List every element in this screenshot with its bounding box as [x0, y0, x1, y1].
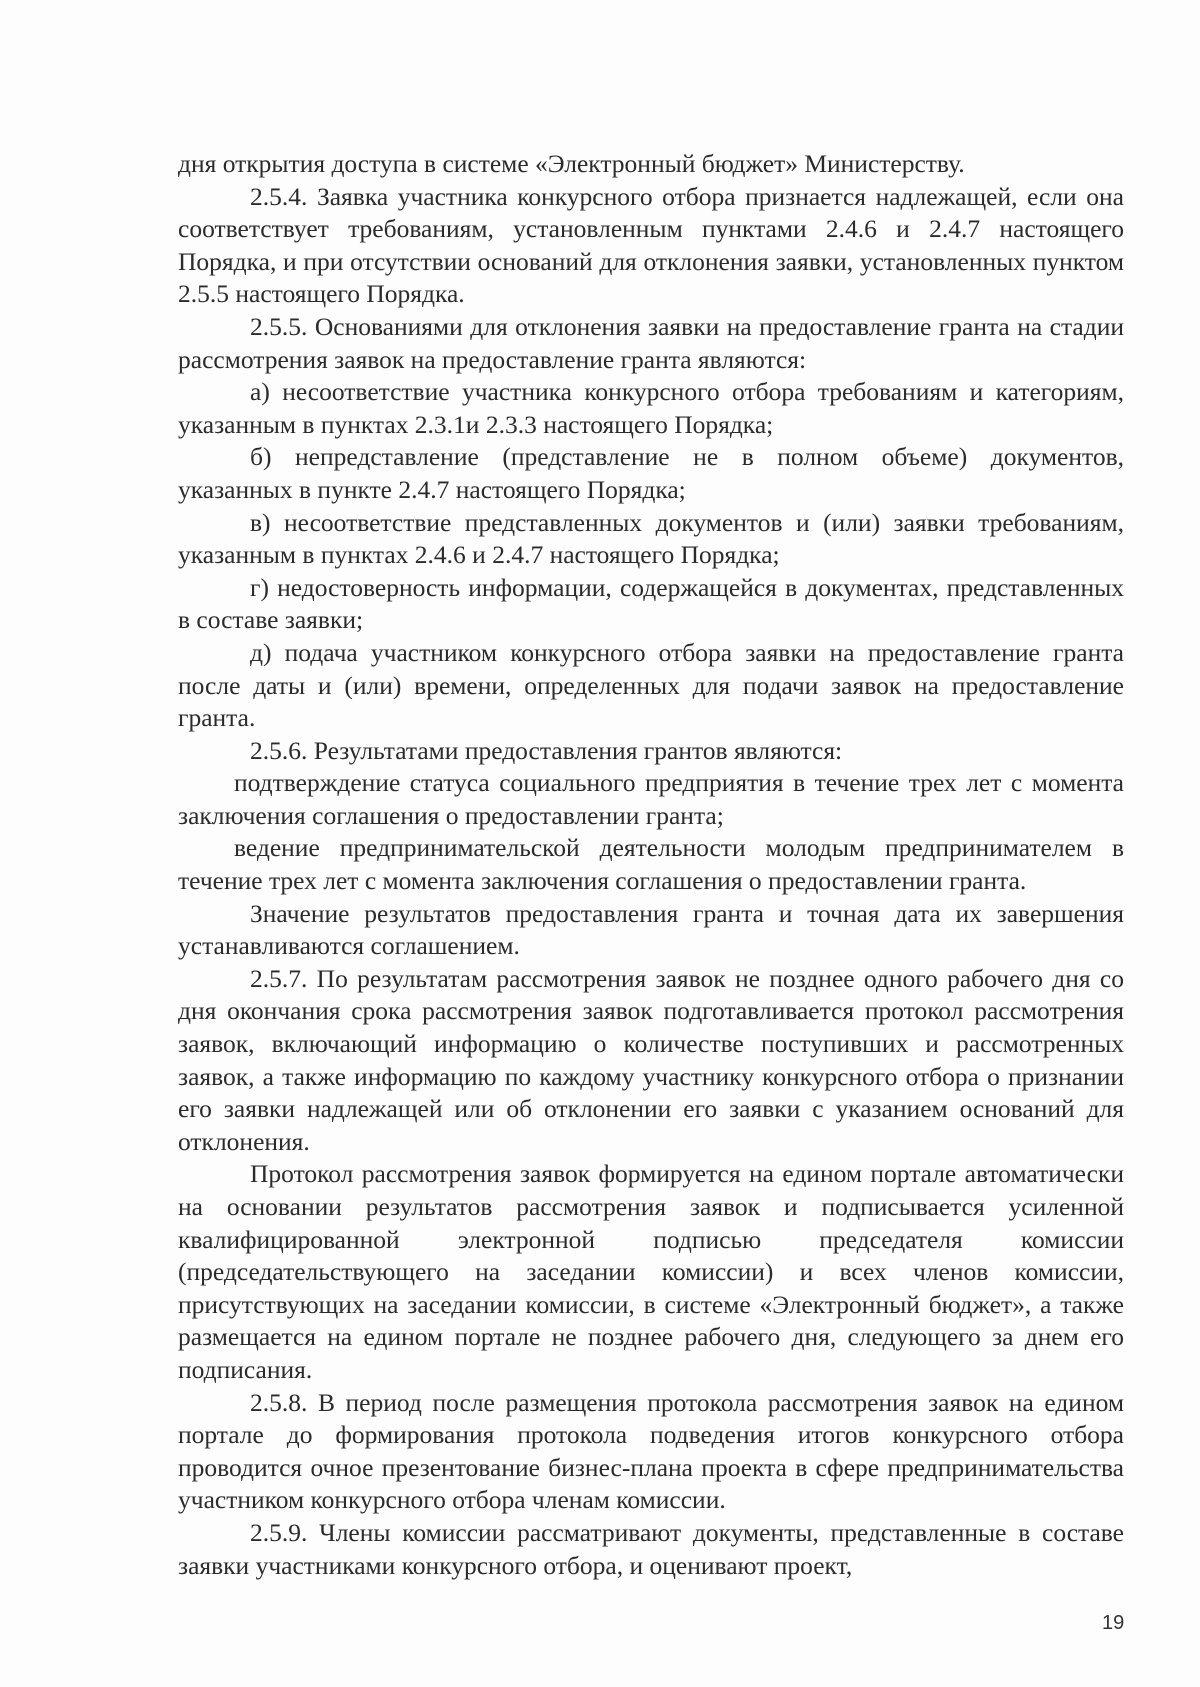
paragraph-2-5-7: 2.5.7. По результатам рассмотрения заявок не позднее одного рабочего дня со дня окончания срока рассмотрения заявок подготавливается протокол рассмотрения заявок, включающий информацию о количестве поступивших и рассмотренных заявок, а также информацию по каждому участнику конкурсного отбора о признании его заявки надлежащей или об отклонении его заявки с указанием оснований для отклонения.	[178, 963, 1124, 1156]
paragraph-2-5-5: 2.5.5. Основаниями для отклонения заявки на предоставление гранта на стадии рассмотрения заявок на предоставление гранта являются:	[178, 311, 1124, 374]
paragraph-continuation: дня открытия доступа в системе «Электронный бюджет» Министерству.	[178, 149, 965, 178]
paragraph-2-5-4: 2.5.4. Заявка участника конкурсного отбора признается надлежащей, если она соответствует требованиям, установленным пунктами 2.4.6 и 2.4.7 настоящего Порядка, и при отсутствии оснований для отклонения заявки, установленных пунктом 2.5.5 настоящего Порядка.	[178, 181, 1124, 309]
result-item-1: подтверждение статуса социального предприятия в течение трех лет с момента заключения соглашения о предоставлении гранта;	[178, 768, 1124, 830]
result-item-2: ведение предпринимательской деятельности молодым предпринимателем в течение трех лет с момента заключения соглашения о предоставлении гранта.	[178, 833, 1124, 896]
paragraph-protocol: Протокол рассмотрения заявок формируется на едином портале автоматически на основании результатов рассмотрения заявок и подписывается усиленной квалифицированной электронной подписью председателя комиссии (председательствующего на заседании комиссии) и всех членов комиссии, присутствующих на заседании комиссии, в системе «Электронный бюджет», а также размещается на едином портале не позднее рабочего дня, следующего за днем его подписания.	[178, 1159, 1124, 1384]
paragraph-2-5-8: 2.5.8. В период после размещения протокола рассмотрения заявок на едином портале до формирования протокола подведения итогов конкурсного отбора проводится очное презентование бизнес-плана проекта в сфере предпринимательства участником конкурсного отбора членам комиссии.	[178, 1387, 1124, 1515]
list-item-g: г) недостоверность информации, содержащейся в документах, представленных в составе заявки;	[178, 572, 1124, 635]
list-item-v: в) несоответствие представленных документов и (или) заявки требованиям, указанным в пунктах 2.4.6 и 2.4.7 настоящего Порядка;	[178, 507, 1124, 570]
list-item-d: д) подача участником конкурсного отбора заявки на предоставление гранта после даты и (или) времени, определенных для подачи заявок на предоставление гранта.	[178, 637, 1124, 733]
list-item-a: а) несоответствие участника конкурсного отбора требованиям и категориям, указанным в пунктах 2.3.1и 2.3.3 настоящего Порядка;	[178, 377, 1124, 439]
paragraph-results-value: Значение результатов предоставления гранта и точная дата их завершения устанавливаются соглашением.	[178, 898, 1124, 961]
paragraph-2-5-6: 2.5.6. Результатами предоставления грантов являются:	[250, 735, 843, 765]
list-item-b: б) непредставление (представление не в полном объеме) документов, указанных в пункте 2.4.7 настоящего Порядка;	[178, 442, 1124, 504]
document-body	[178, 148, 1124, 1582]
paragraph-2-5-9: 2.5.9. Члены комиссии рассматривают документы, представленные в составе заявки участниками конкурсного отбора, и оценивают проект,	[178, 1517, 1124, 1580]
page-number: 19	[1102, 1612, 1125, 1634]
